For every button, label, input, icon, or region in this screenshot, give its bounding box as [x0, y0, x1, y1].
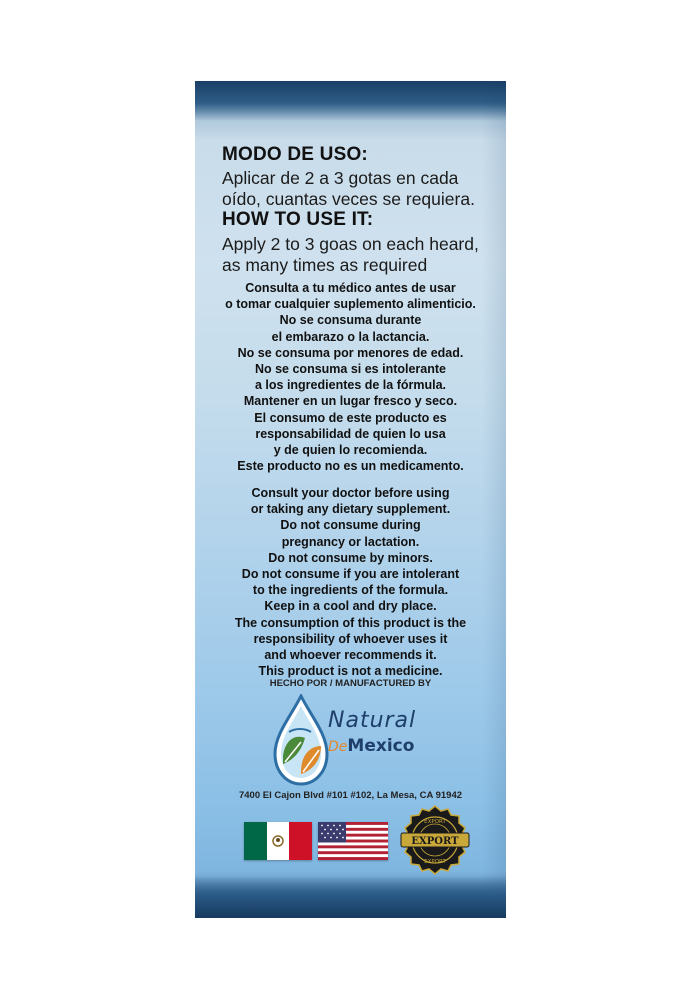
badge-ring-top-text: EXPORT [424, 819, 446, 825]
warning-line: or taking any dietary supplement. [250, 502, 451, 517]
export-seal-icon [395, 804, 475, 876]
brand-name-natural: Natural [328, 708, 417, 733]
warning-line: Do not consume if you are intolerant [241, 567, 460, 582]
manufacturer-line: HECHO POR / MANUFACTURED BY [269, 678, 432, 689]
warning-line: No se consuma por menores de edad. [237, 345, 464, 360]
usage-text-en [222, 234, 479, 276]
brand-logo [271, 694, 451, 786]
badge-ring-bottom-text: EXPORT [424, 859, 446, 865]
usage-line: oído, cuantas veces se requiera. [222, 189, 475, 209]
warning-line: Do not consume during [280, 518, 421, 533]
warning-line: Consulta a tu médico antes de usar [245, 281, 456, 295]
warning-line: Do not consume by minors. [268, 550, 433, 565]
usage-heading-en: HOW TO USE IT: [222, 209, 374, 230]
usage-text-es [222, 168, 475, 210]
bottom-color-band [195, 876, 506, 918]
warnings-en [195, 485, 506, 679]
warning-line: Consult your doctor before using [251, 486, 450, 500]
usa-flag-icon [318, 822, 388, 860]
warning-line: and whoever recommends it. [264, 648, 437, 663]
usage-line: Aplicar de 2 a 3 gotas en cada [222, 168, 459, 188]
badge-export-text: EXPORT [411, 836, 459, 847]
usage-line: as many times as required [222, 255, 428, 275]
product-box-side [195, 81, 506, 918]
mexico-flag-icon [244, 822, 312, 860]
warning-line: pregnancy or lactation. [281, 534, 420, 549]
warning-line: responsibility of whoever uses it [253, 631, 448, 646]
warning-line: Keep in a cool and dry place. [264, 599, 437, 614]
warning-line: to the ingredients of the formula. [252, 583, 449, 598]
warning-line: Este producto no es un medicamento. [237, 459, 464, 474]
warning-line: y de quien lo recomienda. [273, 443, 428, 458]
brand-name-mexico [328, 736, 414, 756]
manufacturer-address: 7400 El Cajon Blvd #101 #102, La Mesa, CA 91942 [238, 790, 463, 801]
warning-line: Mantener en un lugar fresco y seco. [243, 394, 458, 409]
usage-line: Apply 2 to 3 goas on each heard, [222, 234, 479, 254]
warning-line: The consumption of this product is the [234, 615, 467, 630]
usage-heading-es: MODO DE USO: [222, 144, 368, 165]
water-drop-leaf-icon [271, 694, 331, 786]
warning-line: No se consuma durante [279, 313, 422, 328]
warning-line: responsabilidad de quien lo usa [255, 426, 446, 441]
warning-line: No se consuma si es intolerante [254, 362, 447, 377]
warning-line: el embarazo o la lactancia. [271, 329, 430, 344]
warnings-es [195, 280, 506, 474]
brand-name-mexico-text: Mexico [347, 736, 415, 756]
warning-line: El consumo de este producto es [254, 410, 447, 425]
top-color-band [195, 81, 506, 121]
warning-line: o tomar cualquier suplemento alimenticio. [225, 297, 476, 312]
brand-name-de: De [328, 739, 348, 755]
warning-line: This product is not a medicine. [258, 664, 443, 679]
warning-line: a los ingredientes de la fórmula. [254, 378, 447, 393]
